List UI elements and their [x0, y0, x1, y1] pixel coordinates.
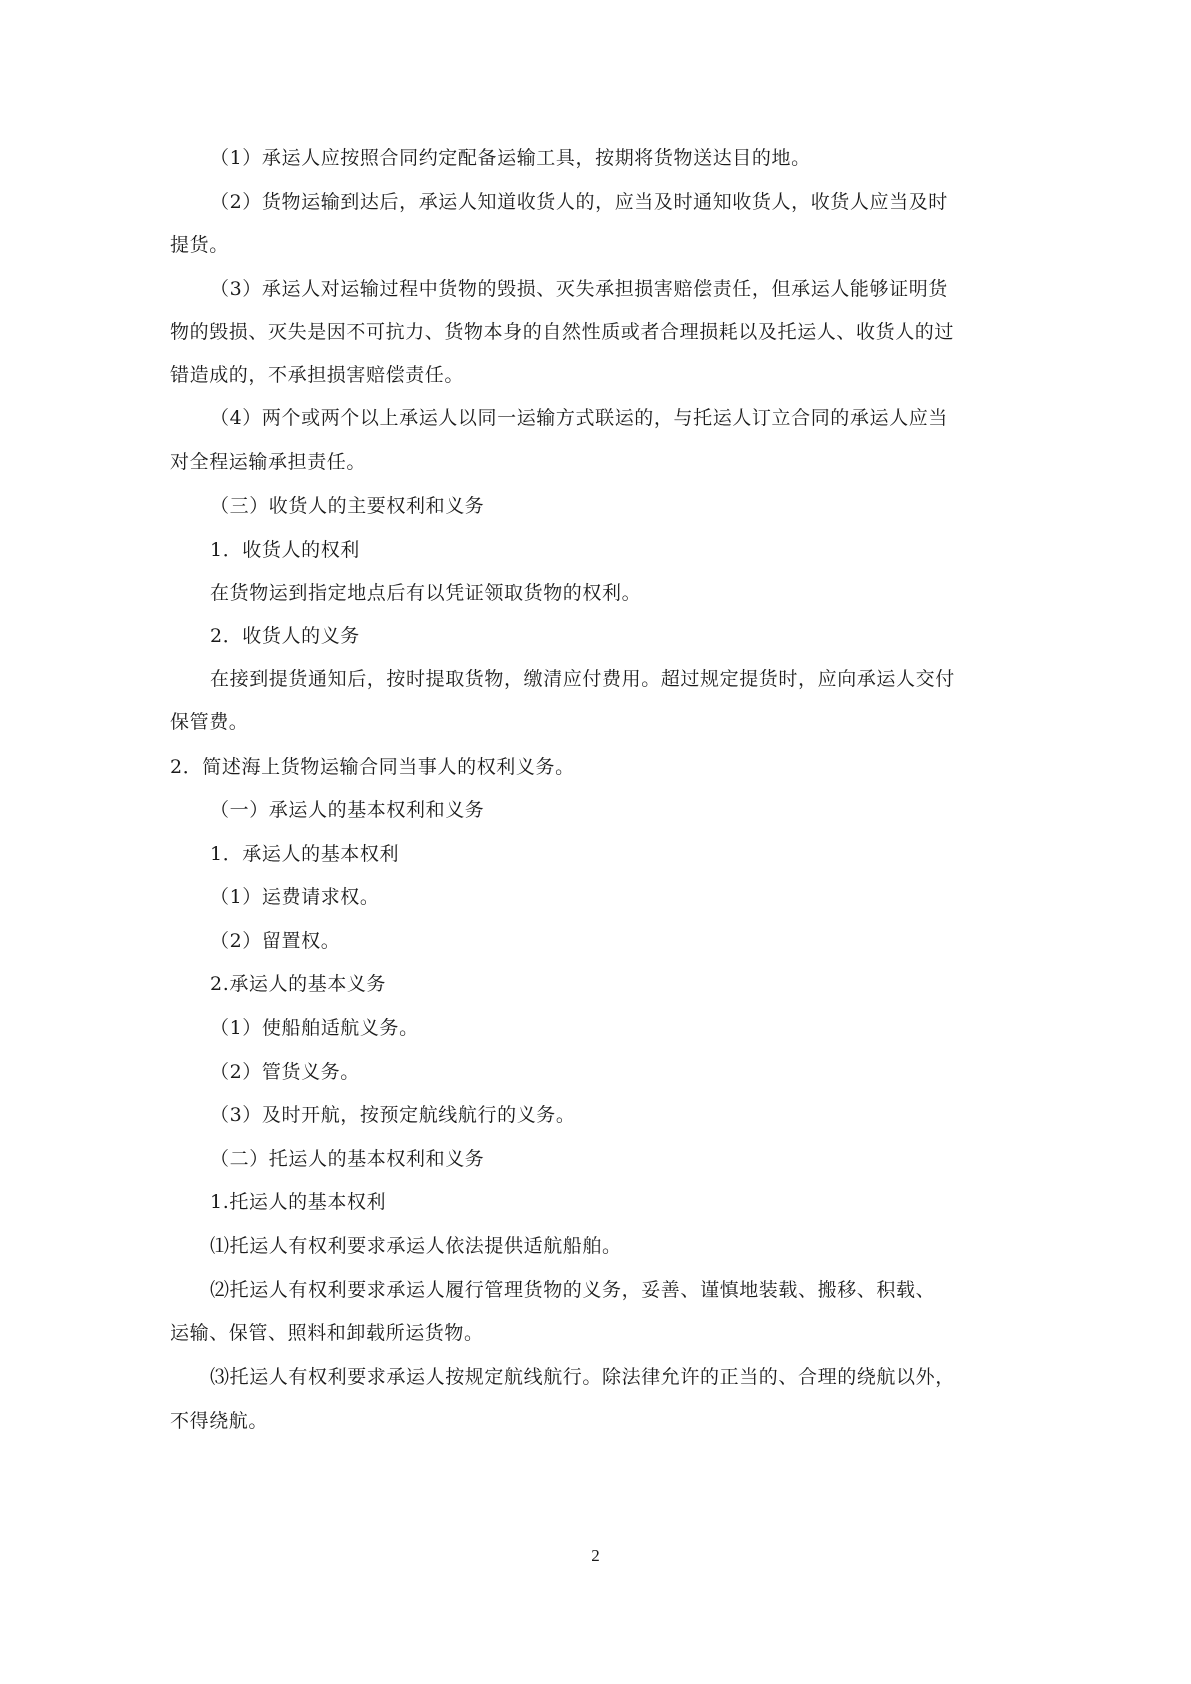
text-line: 不得绕航。 [170, 1410, 269, 1432]
section-heading: （二）托运人的基本权利和义务 [210, 1148, 485, 1170]
subsection-heading: 1．收货人的权利 [210, 539, 360, 561]
text-line: 在货物运到指定地点后有以凭证领取货物的权利。 [210, 582, 642, 604]
subsection-heading: 2.承运人的基本义务 [210, 973, 387, 995]
text-line: （2）留置权。 [210, 930, 341, 952]
text-line: 对全程运输承担责任。 [170, 451, 367, 473]
text-line: 保管费。 [170, 711, 249, 733]
text-line: （3）承运人对运输过程中货物的毁损、灭失承担损害赔偿责任，但承运人能够证明货 [210, 278, 948, 300]
text-line: （1）使船舶适航义务。 [210, 1017, 419, 1039]
text-line: 在接到提货通知后，按时提取货物，缴清应付费用。超过规定提货时，应向承运人交付 [210, 668, 955, 690]
text-line: （1）运费请求权。 [210, 886, 380, 908]
text-line: （3）及时开航，按预定航线航行的义务。 [210, 1104, 576, 1126]
text-line: ⑶托运人有权利要求承运人按规定航线航行。除法律允许的正当的、合理的绕航以外， [210, 1366, 955, 1388]
text-line: 提货。 [170, 234, 229, 256]
text-line: 运输、保管、照料和卸载所运货物。 [170, 1322, 484, 1344]
text-line: 物的毁损、灭失是因不可抗力、货物本身的自然性质或者合理损耗以及托运人、收货人的过 [170, 321, 955, 343]
text-line: （1）承运人应按照合同约定配备运输工具，按期将货物送达目的地。 [210, 147, 811, 169]
text-line: （2）货物运输到达后，承运人知道收货人的，应当及时通知收货人，收货人应当及时 [210, 191, 948, 213]
text-line: ⑵托运人有权利要求承运人履行管理货物的义务，妥善、谨慎地装载、搬移、积载、 [210, 1279, 936, 1301]
page-number: 2 [591, 1546, 600, 1565]
text-line: ⑴托运人有权利要求承运人依法提供适航船舶。 [210, 1235, 622, 1257]
subsection-heading: 1．承运人的基本权利 [210, 843, 400, 865]
question-heading: 2．简述海上货物运输合同当事人的权利义务。 [170, 756, 575, 778]
text-line: 错造成的，不承担损害赔偿责任。 [170, 364, 465, 386]
text-line: （2）管货义务。 [210, 1061, 360, 1083]
subsection-heading: 1.托运人的基本权利 [210, 1191, 387, 1213]
section-heading: （一）承运人的基本权利和义务 [210, 799, 485, 821]
section-heading: （三）收货人的主要权利和义务 [210, 495, 485, 517]
subsection-heading: 2．收货人的义务 [210, 625, 360, 647]
text-line: （4）两个或两个以上承运人以同一运输方式联运的，与托运人订立合同的承运人应当 [210, 407, 948, 429]
